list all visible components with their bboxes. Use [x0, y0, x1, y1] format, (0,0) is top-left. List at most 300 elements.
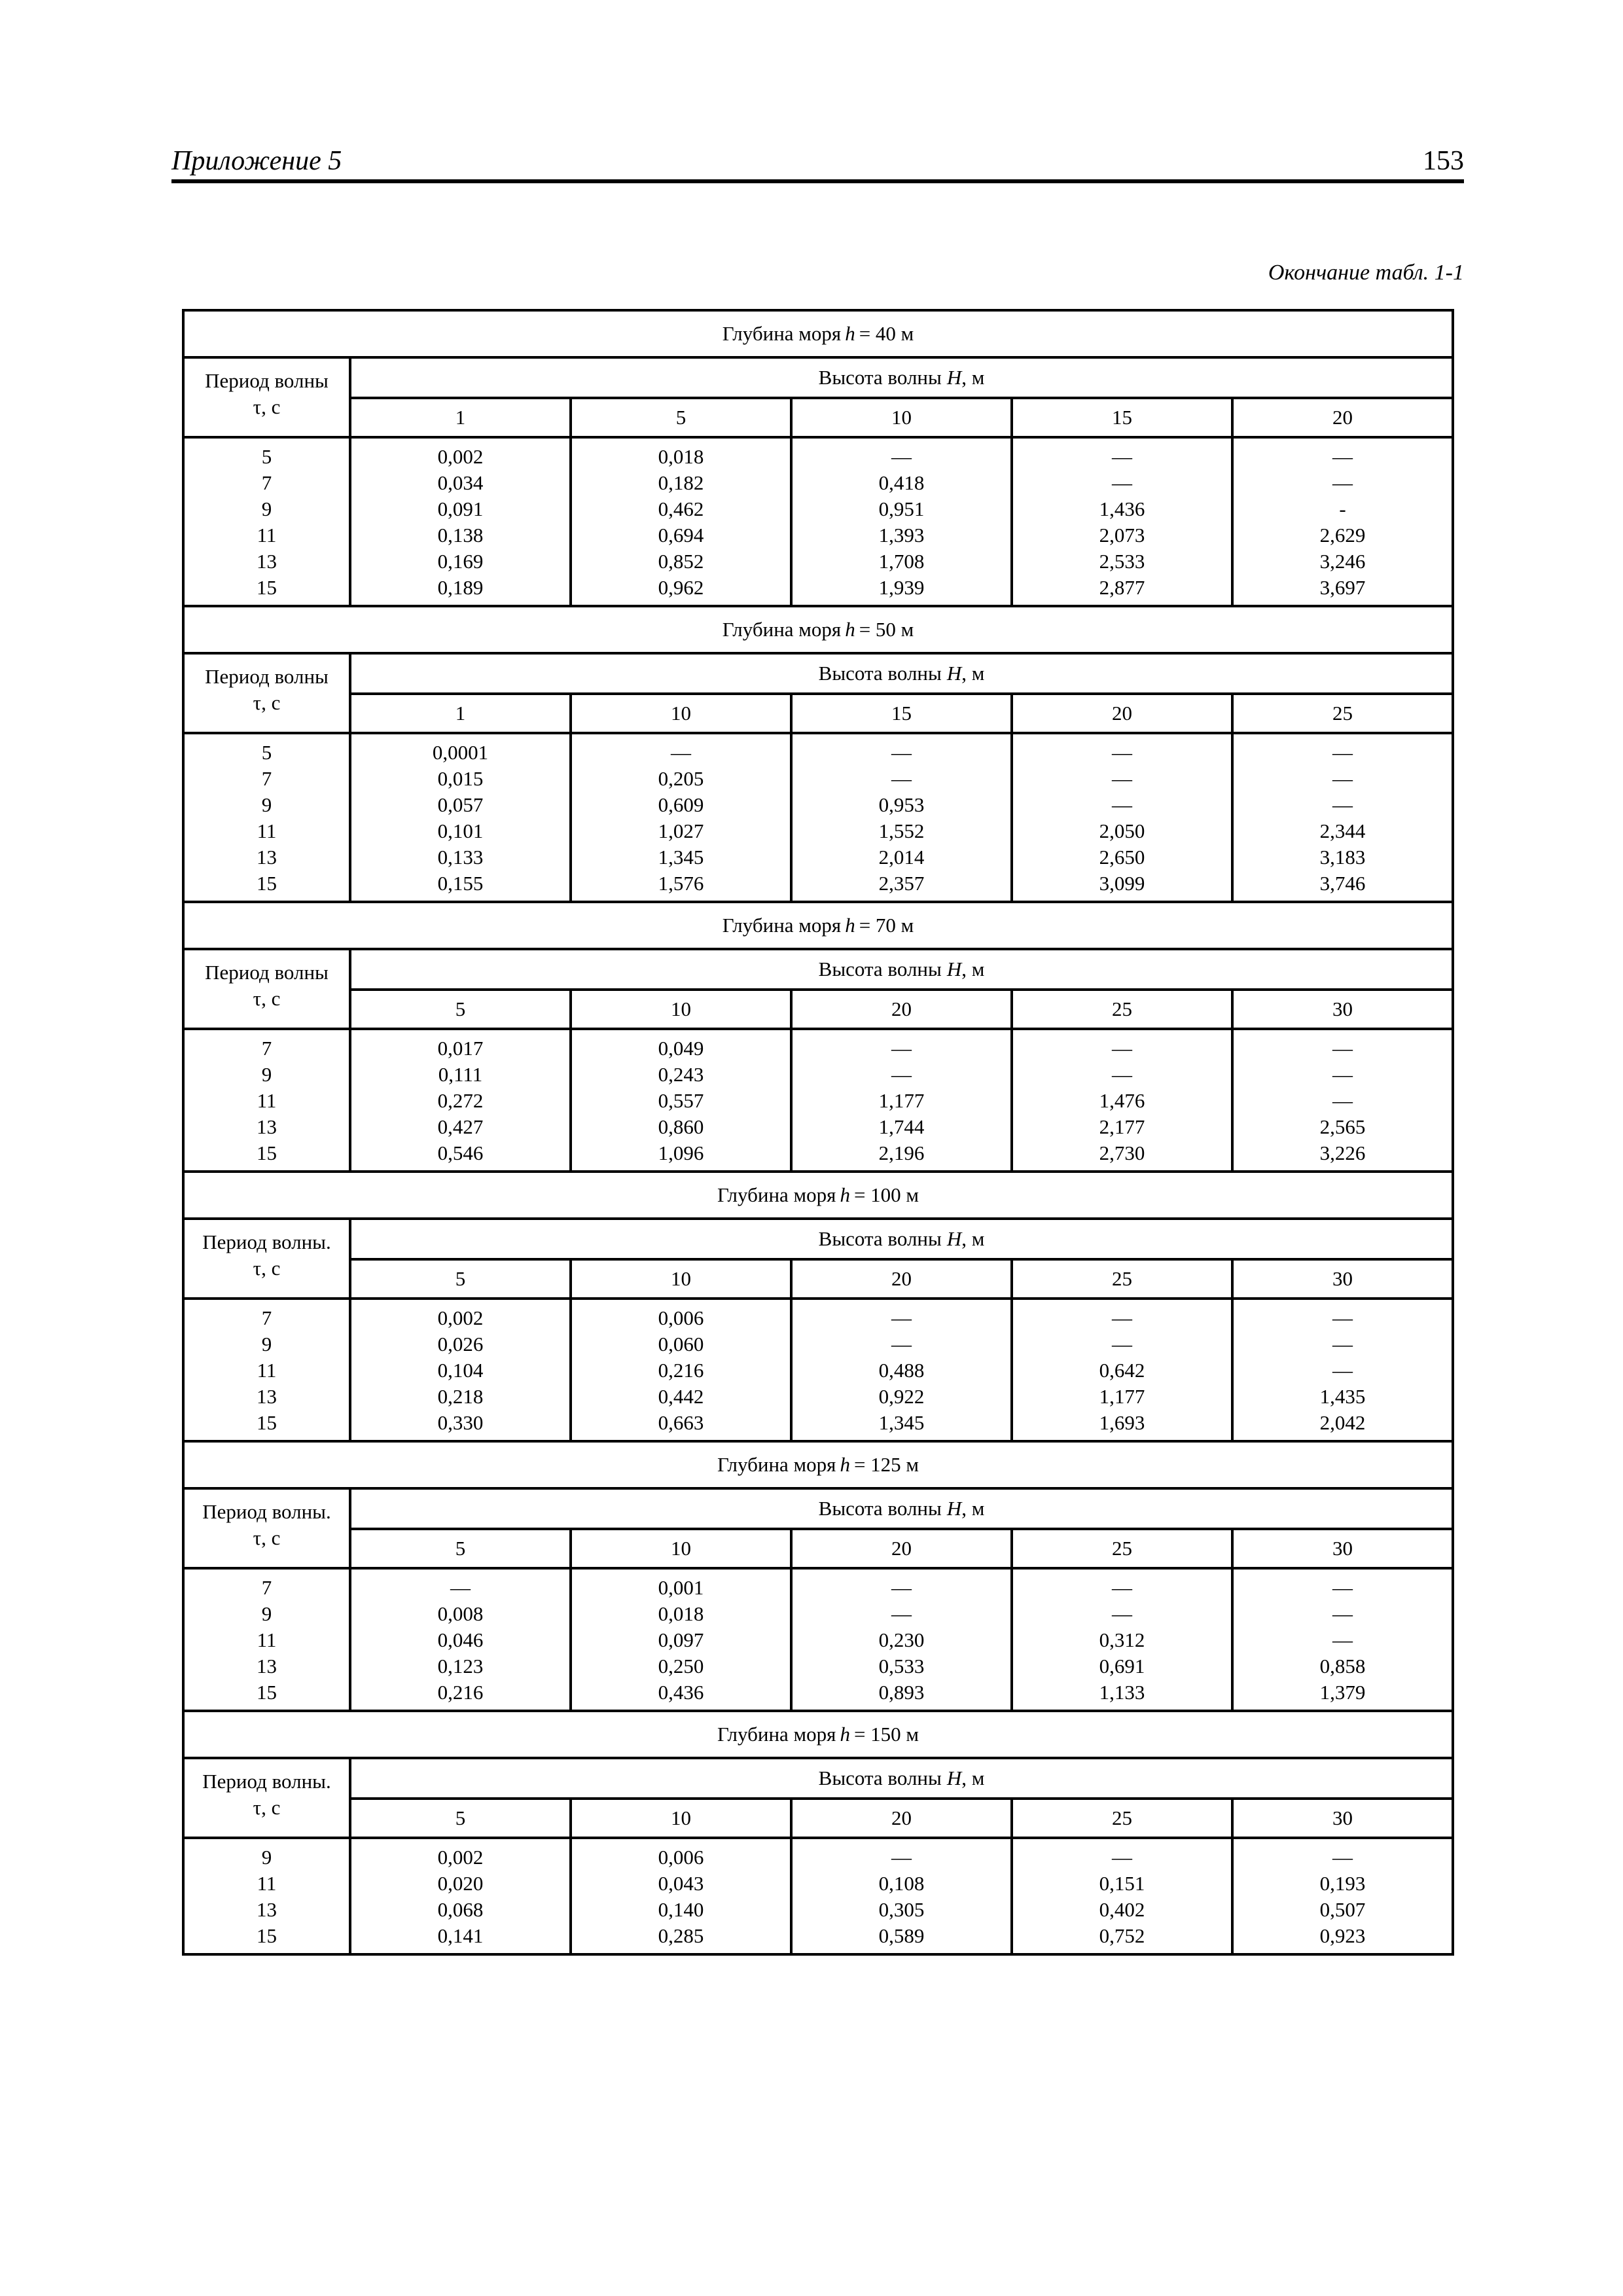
depth-section	[185, 1710, 1452, 1953]
period-cell: 15	[257, 1141, 277, 1164]
value-cell: 1,693	[1099, 1411, 1145, 1434]
value-cell: 0,026	[437, 1333, 484, 1355]
wave-height-column-header: 25	[1013, 1530, 1234, 1567]
value-cell: 2,344	[1319, 819, 1366, 842]
value-column	[1013, 1839, 1234, 1953]
value-column	[793, 1570, 1013, 1710]
value-cell: —	[1112, 1846, 1132, 1869]
value-cell: 0,953	[878, 793, 925, 816]
wave-height-column-header: 25	[1332, 702, 1353, 725]
wave-height-column-header: 20	[793, 1261, 1013, 1297]
value-column	[572, 1570, 793, 1710]
depth-title	[185, 901, 1452, 950]
value-cell: —	[891, 1306, 912, 1329]
depth-value: = 70 м	[859, 914, 914, 937]
value-column	[572, 1300, 793, 1440]
period-cell: 15	[257, 576, 277, 599]
value-cell: —	[1112, 1333, 1132, 1355]
value-column	[1234, 1030, 1452, 1170]
depth-section	[185, 605, 1452, 901]
value-cell: 1,393	[878, 524, 925, 547]
value-column	[793, 1300, 1013, 1440]
period-header-label: Период волны	[205, 665, 329, 688]
value-cell: 0,285	[658, 1924, 704, 1947]
wave-height-variable: H	[946, 662, 962, 685]
value-cell: 0,962	[658, 576, 704, 599]
value-cell: 0,462	[658, 497, 704, 520]
value-cell: 0,402	[1099, 1898, 1145, 1921]
value-cell: 0,951	[878, 497, 925, 520]
value-cell: —	[1112, 1306, 1132, 1329]
depth-variable: h	[840, 1453, 850, 1476]
wave-height-column-header: 10	[793, 399, 1013, 436]
value-cell: 0,097	[658, 1628, 704, 1651]
value-cell: 1,552	[878, 819, 925, 842]
depth-variable: h	[845, 618, 855, 641]
value-cell: 0,860	[658, 1115, 704, 1138]
value-column	[1013, 734, 1234, 901]
period-cell: 7	[261, 1306, 272, 1329]
value-cell: 0,002	[437, 445, 484, 468]
value-cell: 1,345	[878, 1411, 925, 1434]
wave-height-unit: , м	[961, 1497, 985, 1520]
wave-height-column-header: 5	[351, 1800, 572, 1837]
wave-height-column-header: 30	[1332, 1806, 1353, 1829]
value-cell: —	[1332, 1333, 1353, 1355]
value-cell: 0,108	[878, 1872, 925, 1895]
wave-height-column-header: 20	[793, 1530, 1013, 1567]
value-cell: 0,218	[437, 1385, 484, 1408]
value-cell: 1,436	[1099, 497, 1145, 520]
value-cell: 1,939	[878, 576, 925, 599]
value-cell: 0,305	[878, 1898, 925, 1921]
value-cell: 3,099	[1099, 872, 1145, 895]
value-cell: —	[450, 1576, 471, 1599]
wave-height-column-header: 20	[1013, 695, 1234, 732]
depth-title	[185, 1440, 1452, 1490]
wave-height-label: Высота волны	[818, 1227, 942, 1250]
period-cell: 9	[261, 497, 272, 520]
value-column	[351, 1570, 572, 1710]
value-cell: 0,151	[1099, 1872, 1145, 1895]
depth-label: Глубина моря	[722, 914, 842, 937]
value-cell: 1,744	[878, 1115, 925, 1138]
period-cell: 15	[257, 872, 277, 895]
value-cell: 0,922	[878, 1385, 925, 1408]
value-cell: 0,488	[878, 1359, 925, 1382]
value-cell: —	[891, 741, 912, 764]
value-cell: 1,027	[658, 819, 704, 842]
value-cell: 0,189	[437, 576, 484, 599]
value-cell: 2,014	[878, 846, 925, 869]
value-cell: 0,642	[1099, 1359, 1145, 1382]
value-cell: —	[1332, 1576, 1353, 1599]
value-cell: 0,017	[437, 1037, 484, 1060]
wave-height-variable: H	[946, 1497, 962, 1520]
wave-height-column-header: 10	[572, 695, 793, 732]
value-column	[572, 1030, 793, 1170]
value-cell: 0,049	[658, 1037, 704, 1060]
value-cell: 1,435	[1319, 1385, 1366, 1408]
wave-height-column-header: 10	[572, 991, 793, 1028]
value-cell: 0,043	[658, 1872, 704, 1895]
value-cell: 2,629	[1319, 524, 1366, 547]
wave-height-column-header: 5	[351, 1530, 572, 1567]
page-header	[171, 145, 1464, 183]
period-cell: 9	[261, 1602, 272, 1625]
depth-label: Глубина моря	[722, 322, 842, 345]
depth-section	[185, 1440, 1452, 1710]
wave-height-column-header: 10	[572, 1530, 793, 1567]
value-cell: -	[1339, 497, 1346, 520]
value-cell: 3,246	[1319, 550, 1366, 573]
wave-height-column-header: 30	[1332, 1537, 1353, 1560]
value-cell: —	[671, 741, 691, 764]
period-cell: 7	[261, 767, 272, 790]
value-cell: —	[1332, 1306, 1353, 1329]
value-cell: 0,589	[878, 1924, 925, 1947]
value-cell: —	[1112, 741, 1132, 764]
period-cell: 11	[257, 1872, 277, 1895]
depth-variable: h	[840, 1183, 850, 1206]
value-column	[1234, 1839, 1452, 1953]
value-column	[1234, 734, 1452, 901]
value-cell: 2,565	[1319, 1115, 1366, 1138]
value-cell: 0,216	[658, 1359, 704, 1382]
value-cell: —	[1332, 767, 1353, 790]
wave-height-column-header: 5	[572, 399, 793, 436]
period-cell: 7	[261, 471, 272, 494]
wave-height-label: Высота волны	[818, 662, 942, 685]
value-cell: 2,177	[1099, 1115, 1145, 1138]
value-cell: —	[1112, 445, 1132, 468]
wave-height-column-header: 1	[351, 695, 572, 732]
period-header-unit: τ, с	[253, 1257, 281, 1280]
value-cell: —	[891, 1576, 912, 1599]
wave-height-label: Высота волны	[818, 958, 942, 980]
value-cell: —	[1112, 1576, 1132, 1599]
value-cell: 0,230	[878, 1628, 925, 1651]
value-cell: 0,663	[658, 1411, 704, 1434]
wave-height-column-header: 10	[572, 1800, 793, 1837]
value-cell: 2,877	[1099, 576, 1145, 599]
wave-height-column-header: 10	[572, 1261, 793, 1297]
wave-height-column-header: 20	[1332, 406, 1353, 429]
value-cell: 0,418	[878, 471, 925, 494]
depth-value: = 100 м	[853, 1183, 919, 1206]
value-cell: 0,193	[1319, 1872, 1366, 1895]
period-header-unit: τ, с	[253, 395, 281, 418]
value-cell: 0,609	[658, 793, 704, 816]
value-column	[793, 734, 1013, 901]
period-column	[185, 439, 351, 605]
period-header	[185, 1220, 351, 1297]
value-cell: 0,694	[658, 524, 704, 547]
depth-value: = 125 м	[853, 1453, 919, 1476]
value-cell: 0,205	[658, 767, 704, 790]
wave-height-column-header: 30	[1332, 997, 1353, 1020]
period-cell: 13	[257, 1385, 277, 1408]
wave-height-variable: H	[946, 366, 962, 389]
wave-height-unit: , м	[961, 1767, 985, 1789]
value-cell: 0,046	[437, 1628, 484, 1651]
period-cell: 11	[257, 1089, 277, 1112]
value-cell: 0,312	[1099, 1628, 1145, 1651]
period-cell: 5	[261, 741, 272, 764]
depth-title	[185, 1170, 1452, 1220]
depth-value: = 40 м	[859, 322, 914, 345]
value-cell: 0,250	[658, 1655, 704, 1677]
depth-value: = 150 м	[853, 1723, 919, 1746]
wave-height-column-header: 20	[793, 1800, 1013, 1837]
wave-height-unit: , м	[961, 366, 985, 389]
period-header-unit: τ, с	[253, 1796, 281, 1819]
wave-height-variable: H	[946, 958, 962, 980]
period-cell: 11	[257, 1359, 277, 1382]
value-cell: 0,216	[437, 1681, 484, 1704]
wave-height-unit: , м	[961, 662, 985, 685]
value-cell: 1,476	[1099, 1089, 1145, 1112]
value-column	[1013, 1300, 1234, 1440]
period-cell: 9	[261, 793, 272, 816]
period-header-label: Период волны	[205, 369, 329, 392]
period-header	[185, 655, 351, 732]
value-cell: 0,001	[658, 1576, 704, 1599]
value-cell: 0,557	[658, 1089, 704, 1112]
value-cell: 0,427	[437, 1115, 484, 1138]
period-cell: 11	[257, 819, 277, 842]
period-cell: 15	[257, 1681, 277, 1704]
value-cell: 0,101	[437, 819, 484, 842]
value-cell: 2,357	[878, 872, 925, 895]
value-column	[572, 439, 793, 605]
value-cell: 1,177	[878, 1089, 925, 1112]
value-column	[793, 439, 1013, 605]
depth-variable: h	[845, 322, 855, 345]
wave-table	[182, 309, 1454, 1956]
value-cell: —	[1112, 1037, 1132, 1060]
wave-height-label: Высота волны	[818, 1497, 942, 1520]
depth-label: Глубина моря	[722, 618, 842, 641]
period-cell: 13	[257, 550, 277, 573]
period-header	[185, 1759, 351, 1837]
value-cell: 0,104	[437, 1359, 484, 1382]
wave-height-column-header: 25	[1013, 991, 1234, 1028]
depth-title	[185, 312, 1452, 359]
value-cell: —	[1332, 1846, 1353, 1869]
wave-height-header	[351, 1220, 1452, 1261]
value-cell: 3,746	[1319, 872, 1366, 895]
wave-height-column-header: 5	[351, 991, 572, 1028]
depth-title	[185, 1710, 1452, 1759]
depth-value: = 50 м	[859, 618, 914, 641]
value-cell: 0,858	[1319, 1655, 1366, 1677]
wave-height-header	[351, 950, 1452, 991]
value-cell: 0,018	[658, 1602, 704, 1625]
value-cell: 0,141	[437, 1924, 484, 1947]
value-column	[1234, 439, 1452, 605]
wave-height-unit: , м	[961, 1227, 985, 1250]
value-cell: 1,379	[1319, 1681, 1366, 1704]
value-cell: 2,650	[1099, 846, 1145, 869]
value-column	[1234, 1300, 1452, 1440]
period-cell: 15	[257, 1924, 277, 1947]
wave-height-label: Высота волны	[818, 1767, 942, 1789]
value-cell: 0,533	[878, 1655, 925, 1677]
value-cell: —	[1112, 793, 1132, 816]
value-column	[793, 1030, 1013, 1170]
value-cell: 0,091	[437, 497, 484, 520]
value-cell: 0,138	[437, 524, 484, 547]
wave-height-variable: H	[946, 1227, 962, 1250]
value-cell: —	[891, 1037, 912, 1060]
value-cell: —	[891, 1846, 912, 1869]
value-column	[1013, 439, 1234, 605]
value-cell: 1,708	[878, 550, 925, 573]
value-cell: —	[891, 445, 912, 468]
period-header	[185, 359, 351, 436]
period-header-unit: τ, с	[253, 691, 281, 714]
period-cell: 5	[261, 445, 272, 468]
period-cell: 13	[257, 1115, 277, 1138]
value-column	[351, 1839, 572, 1953]
value-cell: 1,345	[658, 846, 704, 869]
value-cell: —	[891, 1063, 912, 1086]
period-header-label: Период волны.	[202, 1500, 331, 1523]
period-cell: 11	[257, 1628, 277, 1651]
value-cell: 0,015	[437, 767, 484, 790]
depth-title	[185, 605, 1452, 655]
wave-height-header	[351, 1490, 1452, 1530]
wave-height-column-header: 25	[1013, 1800, 1234, 1837]
value-cell: 0,057	[437, 793, 484, 816]
period-header-label: Период волны	[205, 961, 329, 984]
wave-height-unit: , м	[961, 958, 985, 980]
appendix-title: Приложение 5	[171, 146, 342, 176]
wave-height-label: Высота волны	[818, 366, 942, 389]
value-column	[351, 1300, 572, 1440]
period-cell: 9	[261, 1333, 272, 1355]
value-column	[793, 1839, 1013, 1953]
wave-height-column-header: 25	[1013, 1261, 1234, 1297]
value-cell: 0,507	[1319, 1898, 1366, 1921]
wave-height-variable: H	[946, 1767, 962, 1789]
value-cell: 0,0001	[432, 741, 489, 764]
value-cell: 2,050	[1099, 819, 1145, 842]
value-cell: 3,226	[1319, 1141, 1366, 1164]
depth-section	[185, 901, 1452, 1170]
value-cell: 2,196	[878, 1141, 925, 1164]
value-cell: 1,133	[1099, 1681, 1145, 1704]
period-header	[185, 950, 351, 1028]
value-cell: —	[1332, 793, 1353, 816]
value-cell: 2,730	[1099, 1141, 1145, 1164]
value-cell: 0,182	[658, 471, 704, 494]
value-cell: 0,111	[438, 1063, 483, 1086]
value-column	[572, 1839, 793, 1953]
value-cell: —	[1332, 1037, 1353, 1060]
period-column	[185, 1030, 351, 1170]
depth-label: Глубина моря	[717, 1453, 836, 1476]
period-column	[185, 1570, 351, 1710]
value-cell: 3,697	[1319, 576, 1366, 599]
value-cell: —	[1112, 767, 1132, 790]
value-cell: 1,576	[658, 872, 704, 895]
value-cell: 0,243	[658, 1063, 704, 1086]
period-cell: 9	[261, 1846, 272, 1869]
period-header-label: Период волны.	[202, 1230, 331, 1253]
value-cell: 0,006	[658, 1846, 704, 1869]
value-cell: 0,133	[437, 846, 484, 869]
value-cell: 0,852	[658, 550, 704, 573]
period-column	[185, 734, 351, 901]
value-column	[1013, 1570, 1234, 1710]
value-cell: 1,177	[1099, 1385, 1145, 1408]
table-caption: Окончание табл. 1-1	[1268, 260, 1464, 285]
wave-height-header	[351, 359, 1452, 399]
period-cell: 7	[261, 1576, 272, 1599]
wave-height-header	[351, 655, 1452, 695]
value-cell: 0,002	[437, 1846, 484, 1869]
value-cell: —	[1332, 741, 1353, 764]
value-cell: 0,923	[1319, 1924, 1366, 1947]
value-cell: 0,123	[437, 1655, 484, 1677]
value-cell: —	[1332, 445, 1353, 468]
wave-height-column-header: 1	[351, 399, 572, 436]
value-cell: 2,042	[1319, 1411, 1366, 1434]
value-cell: 0,330	[437, 1411, 484, 1434]
value-cell: 0,436	[658, 1681, 704, 1704]
period-cell: 7	[261, 1037, 272, 1060]
period-cell: 11	[257, 524, 277, 547]
value-column	[572, 734, 793, 901]
depth-variable: h	[845, 914, 855, 937]
value-cell: 0,020	[437, 1872, 484, 1895]
value-cell: —	[1112, 1063, 1132, 1086]
value-cell: 0,002	[437, 1306, 484, 1329]
value-cell: —	[1332, 471, 1353, 494]
value-cell: 0,546	[437, 1141, 484, 1164]
value-cell: 0,140	[658, 1898, 704, 1921]
value-cell: 0,034	[437, 471, 484, 494]
value-cell: 0,008	[437, 1602, 484, 1625]
wave-height-column-header: 15	[793, 695, 1013, 732]
period-cell: 13	[257, 846, 277, 869]
value-cell: 0,060	[658, 1333, 704, 1355]
value-cell: 2,533	[1099, 550, 1145, 573]
period-column	[185, 1839, 351, 1953]
depth-section	[185, 312, 1452, 605]
page-number: 153	[1423, 146, 1464, 176]
value-cell: —	[1332, 1359, 1353, 1382]
period-column	[185, 1300, 351, 1440]
value-cell: 0,006	[658, 1306, 704, 1329]
value-cell: 0,691	[1099, 1655, 1145, 1677]
depth-label: Глубина моря	[717, 1183, 836, 1206]
value-cell: 0,155	[437, 872, 484, 895]
period-cell: 9	[261, 1063, 272, 1086]
period-header-label: Период волны.	[202, 1770, 331, 1793]
period-cell: 13	[257, 1655, 277, 1677]
value-cell: —	[891, 767, 912, 790]
value-cell: 0,169	[437, 550, 484, 573]
depth-label: Глубина моря	[717, 1723, 836, 1746]
value-cell: 0,068	[437, 1898, 484, 1921]
wave-height-column-header: 5	[351, 1261, 572, 1297]
period-header-unit: τ, с	[253, 1526, 281, 1549]
period-header-unit: τ, с	[253, 987, 281, 1010]
wave-height-column-header: 15	[1013, 399, 1234, 436]
